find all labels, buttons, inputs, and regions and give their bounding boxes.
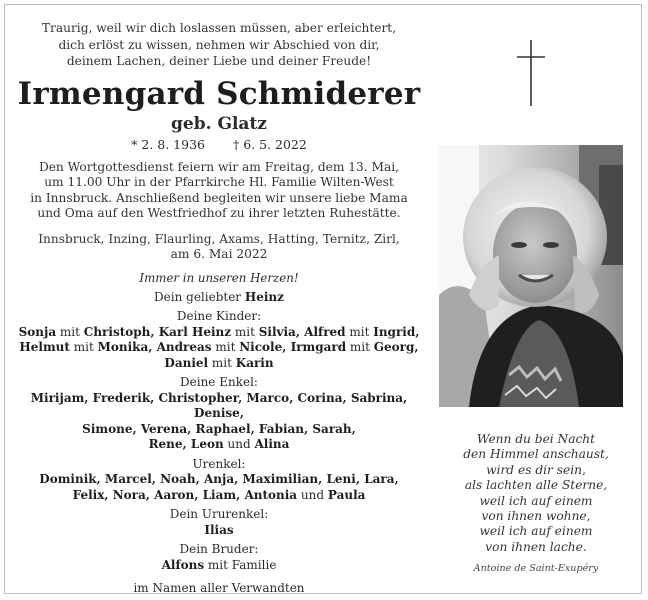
connector-text: und: [297, 487, 328, 502]
partner-name: Heinz: [244, 289, 284, 304]
children-line: [14, 340, 424, 356]
relative-name: Paula: [327, 487, 366, 502]
relative-name: Monika, Andreas: [97, 340, 212, 354]
poem-line: weil ich auf einem: [479, 493, 593, 508]
service-line: und Oma auf den Westfriedhof zu ihrer letzten Ruhestätte.: [37, 206, 401, 220]
greatgrandchildren-heading: Urenkel:: [192, 456, 246, 471]
grandchildren-names: [14, 391, 424, 453]
relative-name: Alfons: [161, 557, 205, 572]
service-line: Den Wortgottesdienst feiern wir am Freitag, dem 13. Mai,: [38, 159, 400, 174]
greatgreatgrandchild-heading: Dein Ururenkel:: [169, 507, 269, 521]
life-dates: [14, 136, 424, 154]
brother-names: [14, 558, 424, 574]
relative-name: Christoph, Karl Heinz: [83, 324, 232, 339]
maiden-name: geb. Glatz: [171, 113, 267, 134]
connector-text: mit: [346, 340, 374, 354]
greatgrandchildren-section: [14, 457, 424, 504]
notice-main-column: [14, 20, 424, 597]
poem-line: wird es dir sein,: [486, 462, 586, 477]
partner-line: [14, 290, 424, 306]
intro-text: [14, 20, 424, 70]
grandchildren-line: [14, 437, 424, 453]
poem-line: als lachten alle Sterne,: [464, 478, 608, 493]
connector-text: mit Familie: [204, 557, 277, 572]
greatgrandchildren-line: [14, 488, 424, 504]
connector-text: mit: [345, 324, 374, 339]
relative-name: Ilias: [204, 522, 234, 537]
relative-name: Ingrid,: [373, 324, 420, 339]
relative-name: Mirijam, Frederik, Christopher, Marco, Corina, Sabrina, Denise,: [30, 390, 408, 420]
places-line: Innsbruck, Inzing, Flaurling, Axams, Hatting, Ternitz, Zirl,: [38, 231, 400, 246]
greatgrandchildren-line: [14, 472, 424, 488]
cross-icon: [516, 40, 546, 106]
intro-line: Traurig, weil wir dich loslassen müssen, aber erleichtert,: [41, 21, 397, 35]
relative-name: Karin: [235, 355, 274, 370]
children-heading: Deine Kinder:: [176, 309, 262, 323]
relative-name: Rene, Leon: [148, 437, 224, 451]
relative-name: Simone, Verena, Raphael, Fabian, Sarah,: [82, 421, 356, 436]
portrait-photo-drawing: [439, 145, 623, 407]
children-line: [14, 356, 424, 372]
partner-prefix: Dein geliebter: [154, 289, 242, 304]
death-date: † 6. 5. 2022: [232, 136, 307, 152]
intro-line: dich erlöst zu wissen, nehmen wir Abschied von dir,: [58, 37, 380, 52]
birth-date: * 2. 8. 1936: [131, 136, 205, 152]
brother-line: [14, 558, 424, 574]
grandchildren-section: [14, 375, 424, 453]
motto: Immer in unseren Herzen!: [139, 270, 299, 285]
places-and-date: [14, 232, 424, 263]
intro-line: deinem Lachen, deiner Liebe und deiner Freude!: [66, 54, 372, 68]
service-line: in Innsbruck. Anschließend begleiten wir unsere liebe Mama: [30, 190, 408, 205]
poem-line: von ihnen lache.: [485, 539, 587, 554]
greatgreatgrandchild-line: [14, 523, 424, 539]
children-line: [14, 325, 424, 341]
connector-text: und: [223, 437, 255, 451]
deceased-name: Irmengard Schmiderer: [17, 75, 421, 112]
greatgreatgrandchild-section: [14, 507, 424, 538]
connector-text: mit: [211, 340, 240, 354]
grandchildren-line: [14, 422, 424, 438]
connector-text: mit: [208, 355, 236, 370]
relative-name: Dominik, Marcel, Noah, Anja, Maximilian, Leni, Lara,: [39, 472, 399, 486]
children-section: [14, 309, 424, 371]
poem-line: von ihnen wohne,: [481, 509, 591, 524]
grandchildren-line: [14, 391, 424, 422]
brother-section: [14, 542, 424, 573]
relative-name: Sonja: [18, 324, 57, 339]
connector-text: mit: [56, 324, 84, 339]
children-names: [14, 325, 424, 372]
relative-name: Georg,: [373, 340, 419, 354]
poem-line: Wenn du bei Nacht: [476, 432, 596, 446]
relative-name: Alina: [254, 437, 290, 451]
date-line: am 6. Mai 2022: [170, 247, 268, 261]
relative-name: Felix, Nora, Aaron, Liam, Antonia: [72, 487, 298, 502]
connector-text: mit: [231, 324, 259, 339]
portrait-photo: [439, 145, 623, 407]
poem: [446, 432, 626, 555]
service-info: [14, 160, 424, 222]
relative-name: Helmut: [19, 340, 70, 354]
service-line: um 11.00 Uhr in der Pfarrkirche Hl. Familie Wilten-West: [44, 175, 394, 189]
footer-signature: im Namen aller Verwandten: [133, 581, 305, 595]
greatgreatgrandchild-names: [14, 523, 424, 539]
relative-name: Nicole, Irmgard: [239, 340, 347, 354]
brother-heading: Dein Bruder:: [179, 542, 259, 556]
poem-author: Antoine de Saint-Exupéry: [473, 563, 599, 574]
connector-text: mit: [69, 340, 98, 354]
relative-name: Daniel: [164, 355, 209, 370]
poem-line: den Himmel anschaust,: [463, 447, 609, 462]
greatgrandchildren-names: [14, 472, 424, 503]
relative-name: Silvia, Alfred: [258, 324, 346, 339]
poem-line: weil ich auf einem: [479, 524, 593, 539]
grandchildren-heading: Deine Enkel:: [180, 375, 258, 389]
